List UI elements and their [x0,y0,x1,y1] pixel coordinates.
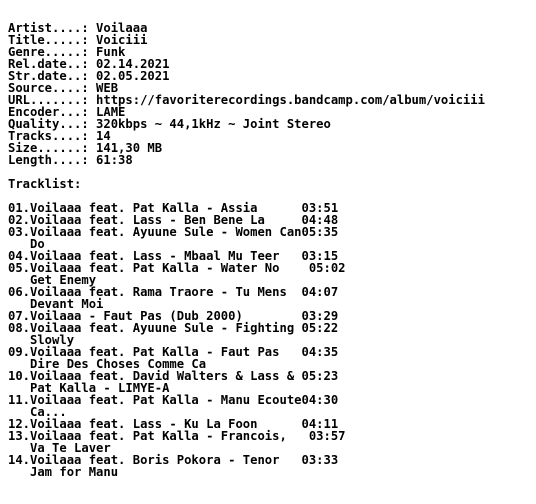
tracklist-line: Jam for Manu [8,465,119,479]
tracks-line: Tracks....: 14 [8,129,111,143]
release-date-line: Rel.date..: 02.14.2021 [8,57,170,71]
tracklist-heading: Tracklist: [8,177,82,191]
tracklist-line: Pat Kalla - LIMYE-A [8,381,170,395]
tracklist-line: 10.Voilaaa feat. David Walters & Lass & 05:23 [8,369,339,383]
tracklist-line: Dire Des Choses Comme Ca [8,357,207,371]
tracklist-line: 03.Voilaaa feat. Ayuune Sule - Women Can05:35 [8,225,339,239]
tracklist-line: 02.Voilaaa feat. Lass - Ben Bene La 04:48 [8,213,339,227]
tracklist-line: Do [8,237,45,251]
tracklist-line: Devant Moi [8,297,104,311]
tracklist-line: 14.Voilaaa feat. Boris Pokora - Tenor 03:33 [8,453,339,467]
tracklist-line: 11.Voilaaa feat. Pat Kalla - Manu Ecoute04:30 [8,393,339,407]
artist-line: Artist....: Voilaaa [8,21,148,35]
tracklist-line: 08.Voilaaa feat. Ayuune Sule - Fighting 05:22 [8,321,339,335]
tracklist-line: Ca... [8,405,67,419]
genre-line: Genre.....: Funk [8,45,126,59]
tracklist-line: Get Enemy [8,273,97,287]
tracklist-line: 04.Voilaaa feat. Lass - Mbaal Mu Teer 03:15 [8,249,339,263]
tracklist-line: Slowly [8,333,75,347]
source-line: Source....: WEB [8,81,119,95]
tracklist-line: 12.Voilaaa feat. Lass - Ku La Foon 04:11 [8,417,339,431]
tracklist-line: 09.Voilaaa feat. Pat Kalla - Faut Pas 04:35 [8,345,339,359]
tracklist-line: 07.Voilaaa - Faut Pas (Dub 2000) 03:29 [8,309,339,323]
tracklist-line: 01.Voilaaa feat. Pat Kalla - Assia 03:51 [8,201,339,215]
tracklist-line: Va Te Laver [8,441,111,455]
tracklist [8,202,485,478]
nfo-document [8,22,485,478]
encoder-line: Encoder...: LAME [8,105,126,119]
length-line: Length....: 61:38 [8,153,133,167]
tracklist-line: 06.Voilaaa feat. Rama Traore - Tu Mens 04:07 [8,285,339,299]
title-line: Title.....: Voiciii [8,33,148,47]
street-date-line: Str.date..: 02.05.2021 [8,69,170,83]
tracklist-line: 13.Voilaaa feat. Pat Kalla - Francois, 03:57 [8,429,346,443]
url-line: URL.......: https://favoriterecordings.bandcamp.com/album/voiciii [8,93,485,107]
tracklist-line: 05.Voilaaa feat. Pat Kalla - Water No 05:02 [8,261,346,275]
quality-line: Quality...: 320kbps ~ 44,1kHz ~ Joint Stereo [8,117,331,131]
size-line: Size......: 141,30 MB [8,141,163,155]
